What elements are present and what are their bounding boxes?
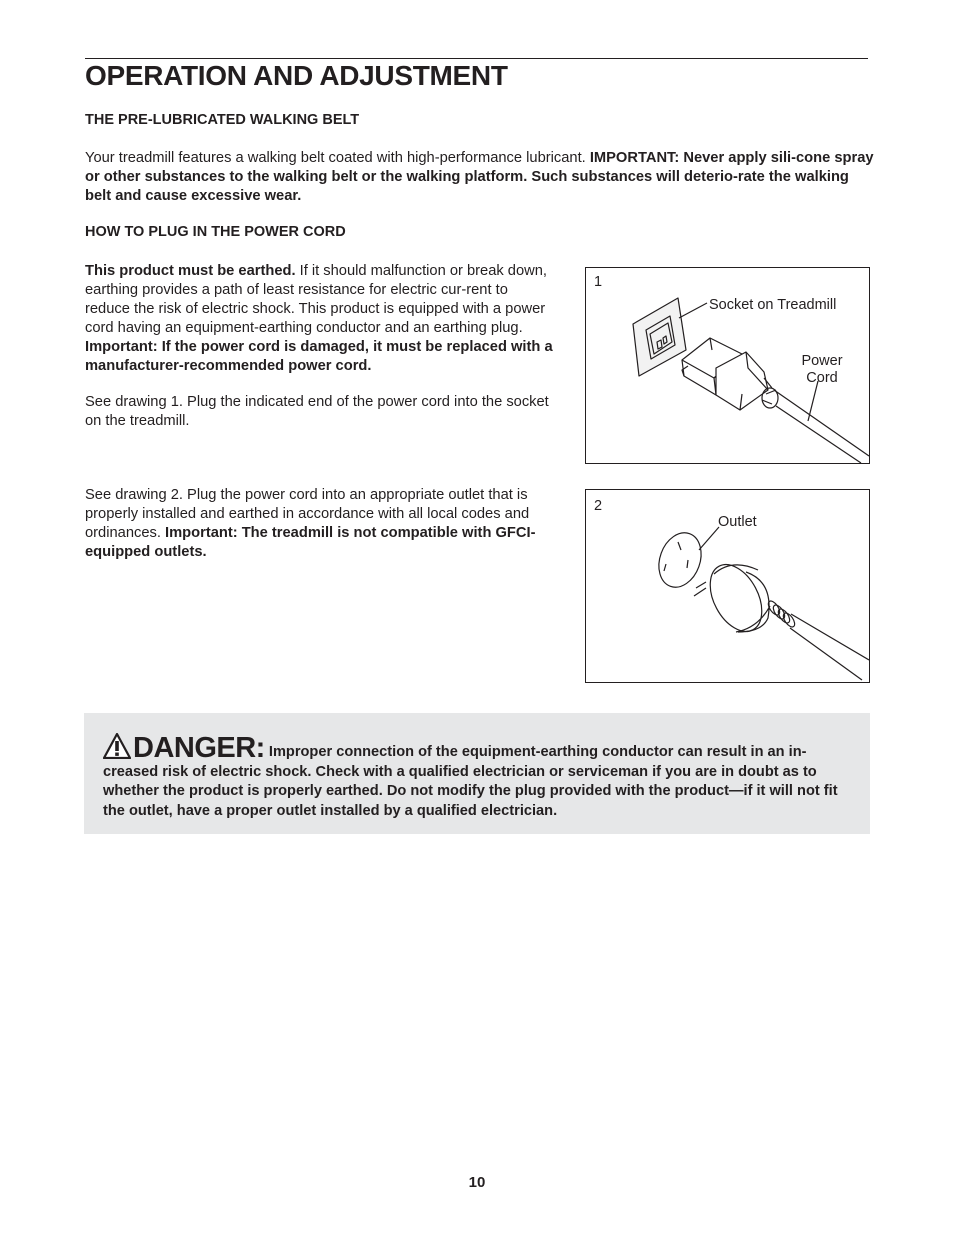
earthing-bold: This product must be earthed. xyxy=(85,263,296,279)
earthing-text: If it should malfunction or break down, earthing provides a path of least resistance for electric cur-rent to reduce the risk of electric shock. This product is equipped with a power cord having an equipment-earthing conductor and an earthing plug. xyxy=(85,263,547,336)
danger-heading: DANGER: xyxy=(133,732,265,764)
header-rule xyxy=(85,58,868,59)
danger-box xyxy=(84,713,870,834)
belt-text: Your treadmill features a walking belt coated with high-performance lubricant. xyxy=(85,150,590,166)
figure-2-number: 2 xyxy=(594,498,603,514)
paragraph-drawing-1: See drawing 1. Plug the indicated end of the power cord into the socket on the treadmill. xyxy=(85,394,549,429)
danger-text xyxy=(103,733,857,821)
figure-1 xyxy=(585,267,870,464)
earthing-important: Important: If the power cord is damaged, it must be replaced with a manufacturer-recommended power cord. xyxy=(85,339,553,374)
page-title: OPERATION AND ADJUSTMENT xyxy=(85,60,508,91)
drawing-2-important: Important: The treadmill is not compatible with GFCI-equipped outlets. xyxy=(85,525,536,560)
label-socket-on-treadmill: Socket on Treadmill xyxy=(709,297,837,313)
paragraph-walking-belt xyxy=(85,149,875,206)
label-outlet: Outlet xyxy=(718,514,757,530)
warning-triangle-icon xyxy=(103,733,131,759)
heading-walking-belt: THE PRE-LUBRICATED WALKING BELT xyxy=(85,112,360,128)
page-number: 10 xyxy=(468,1174,486,1191)
label-power-cord xyxy=(792,353,852,387)
paragraph-drawing-2 xyxy=(85,486,555,562)
label-power-cord-line2: Cord xyxy=(806,370,838,386)
figure-1-number: 1 xyxy=(594,274,603,290)
heading-power-cord: HOW TO PLUG IN THE POWER CORD xyxy=(85,224,346,240)
belt-important: IMPORTANT: Never apply sili-cone spray or other substances to the walking belt or the walking platform. Such substances will deterio-rate the walking belt and cause excessive wear. xyxy=(85,150,874,204)
figure-2 xyxy=(585,489,870,683)
danger-body: Improper connection of the equipment-earthing conductor can result in an in-creased risk of electric shock. Check with a qualified electrician or serviceman if you are in doubt as to whether the product is properly earthed. Do not modify the plug provided with the product—if it will not fit the outlet, have a proper outlet installed by a qualified electrician. xyxy=(103,744,838,819)
drawing-2-text: See drawing 2. Plug the power cord into an appropriate outlet that is properly installed and earthed in accordance with all local codes and ordinances. xyxy=(85,487,530,541)
paragraph-earthing xyxy=(85,262,555,376)
label-power-cord-line1: Power xyxy=(801,353,843,369)
